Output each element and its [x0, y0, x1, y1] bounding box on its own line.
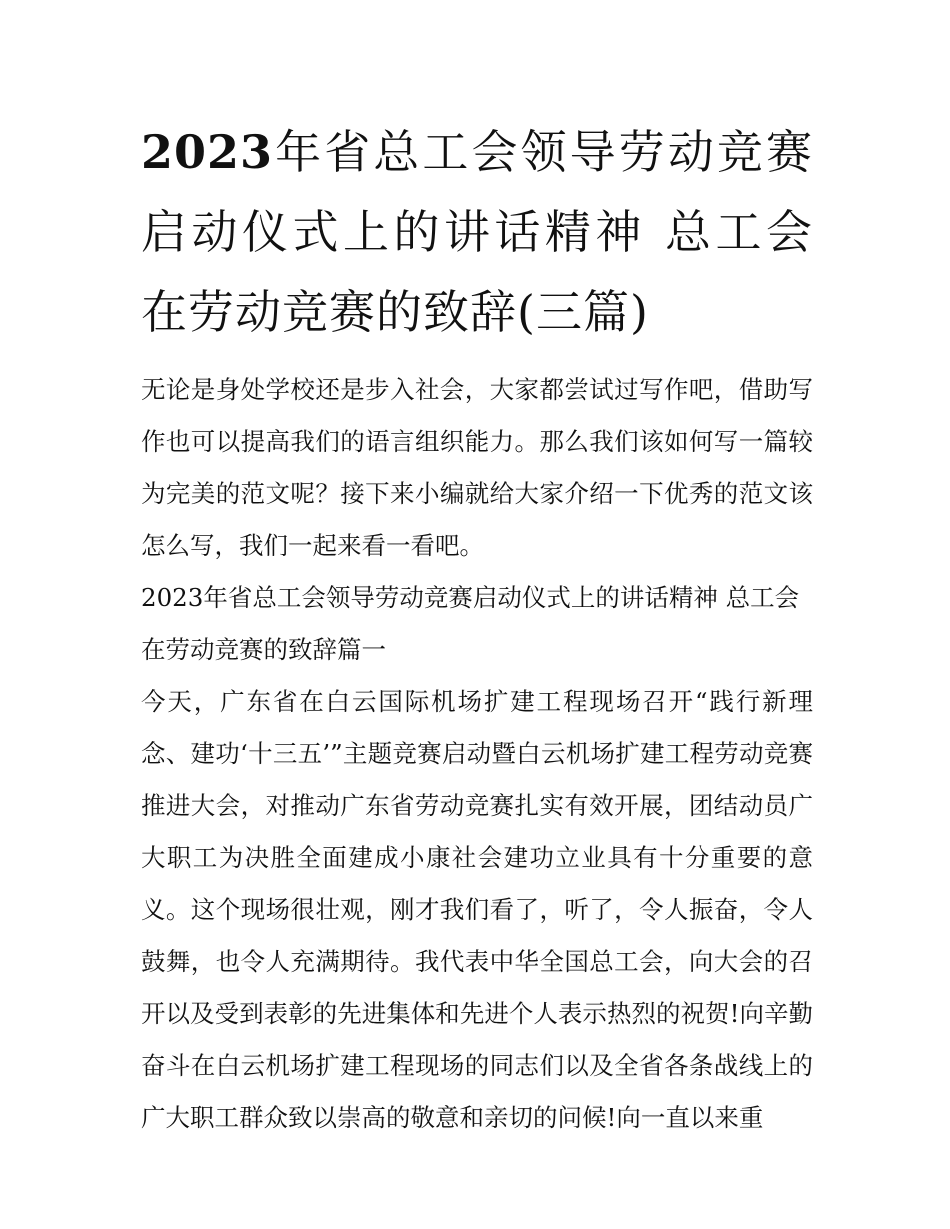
- intro-paragraph: 无论是身处学校还是步入社会，大家都尝试过写作吧，借助写作也可以提高我们的语言组织能力。那么我们该如何写一篇较为完美的范文呢？接下来小编就给大家介绍一下优秀的范文该怎么写，我们一起来看一看吧。: [141, 375, 813, 560]
- title-text: 年省总工会领导劳动竞赛启动仪式上的讲话精神 总工会在劳动竞赛的致辞(三篇): [141, 125, 813, 339]
- title-year: 2023: [141, 125, 274, 179]
- document-content: [141, 112, 813, 1144]
- section-heading: 2023年省总工会领导劳动竞赛启动仪式上的讲话精神 总工会在劳动竞赛的致辞篇一: [141, 583, 800, 664]
- document-title: [141, 112, 813, 352]
- section-body-paragraph: 今天，广东省在白云国际机场扩建工程现场召开“践行新理念、建功‘十三五’”主题竞赛启动暨白云机场扩建工程劳动竞赛推进大会，对推动广东省劳动竞赛扎实有效开展，团结动员广大职工为决胜全面建成小康社会建功立业具有十分重要的意义。这个现场很壮观，刚才我们看了，听了，令人振奋，令人鼓舞，也令人充满期待。我代表中华全国总工会，向大会的召开以及受到表彰的先进集体和先进个人表示热烈的祝贺!向辛勤奋斗在白云机场扩建工程现场的同志们以及全省各条战线上的广大职工群众致以崇高的敬意和亲切的问候!向一直以来重: [141, 687, 813, 1132]
